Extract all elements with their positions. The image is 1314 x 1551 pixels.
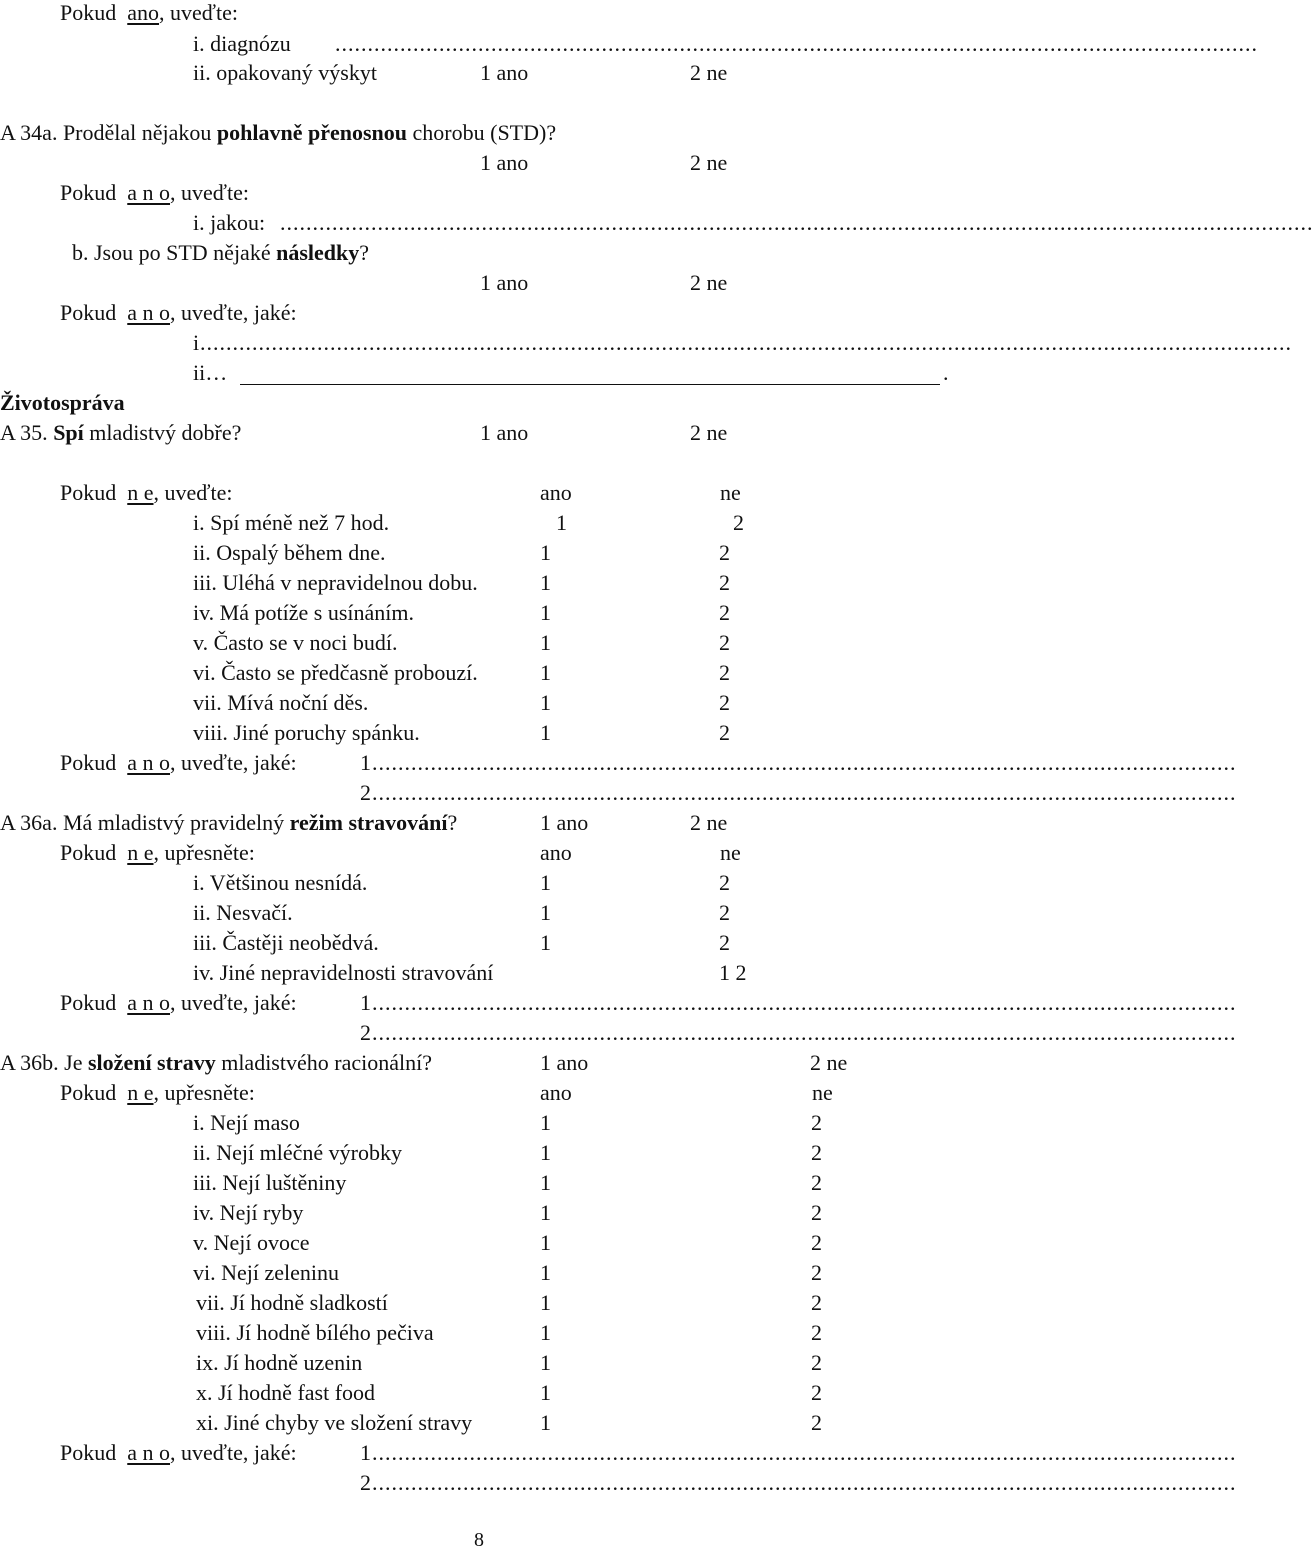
option-1[interactable]: 1: [540, 1110, 551, 1135]
list-item: iii. Častěji neobědvá.: [193, 930, 379, 955]
option-2[interactable]: 2: [719, 870, 730, 895]
option-2[interactable]: 2: [811, 1230, 822, 1255]
list-item: iv. Má potíže s usínáním.: [193, 600, 414, 625]
option-2-ne[interactable]: 2 ne: [690, 60, 728, 85]
option-2[interactable]: 2: [719, 540, 730, 565]
option-1-ano[interactable]: 1 ano: [480, 420, 529, 445]
option-2[interactable]: 2: [719, 630, 730, 655]
item-jakou: i. jakou:: [193, 210, 266, 235]
question-a36a: A 36a. Má mladistvý pravidelný režim stravování?: [0, 810, 458, 835]
pokud-ne-line: Pokud n e, uveďte:: [60, 480, 233, 505]
list-item: viii. Jiné poruchy spánku.: [193, 720, 420, 745]
column-header-ano: ano: [540, 840, 572, 865]
option-2[interactable]: 2: [811, 1170, 822, 1195]
list-item: vi. Často se předčasně probouzí.: [193, 660, 478, 685]
option-2[interactable]: 2: [733, 510, 744, 535]
fill-end-dot: .: [943, 360, 949, 385]
option-1[interactable]: 1: [540, 720, 551, 745]
option-1[interactable]: 1: [540, 1170, 551, 1195]
option-2[interactable]: 2: [811, 1380, 822, 1405]
option-2[interactable]: 2: [811, 1200, 822, 1225]
fill-number-1: 1: [360, 990, 371, 1015]
option-2-ne[interactable]: 2 ne: [690, 150, 728, 175]
pokud-ano-line: Pokud a n o, uveďte, jaké:: [60, 300, 297, 325]
fill-number-2: 2: [360, 1470, 371, 1495]
option-1[interactable]: 1: [540, 1350, 551, 1375]
option-1-ano[interactable]: 1 ano: [480, 60, 529, 85]
list-item: iii. Uléhá v nepravidelnou dobu.: [193, 570, 478, 595]
column-header-ne: ne: [720, 840, 741, 865]
pokud-ano-line: Pokud a n o, uveďte, jaké:: [60, 750, 297, 775]
item-i: i: [193, 330, 200, 355]
section-title: Životospráva: [0, 390, 125, 415]
option-1-ano[interactable]: 1 ano: [480, 150, 529, 175]
fill-number-1: 1: [360, 750, 371, 775]
option-2-ne[interactable]: 2 ne: [690, 270, 728, 295]
column-header-ne: ne: [812, 1080, 833, 1105]
option-1[interactable]: 1: [540, 630, 551, 655]
pokud-ano-line: Pokud a n o, uveďte:: [60, 180, 249, 205]
option-2-ne[interactable]: 2 ne: [690, 420, 728, 445]
item-ii: ii…: [193, 360, 228, 385]
list-item: xi. Jiné chyby ve složení stravy: [196, 1410, 473, 1435]
list-item: ii. Nesvačí.: [193, 900, 293, 925]
list-item: ii. Ospalý během dne.: [193, 540, 386, 565]
list-item: v. Často se v noci budí.: [193, 630, 398, 655]
list-item: vi. Nejí zeleninu: [193, 1260, 340, 1285]
option-1[interactable]: 1: [540, 690, 551, 715]
fill-number-2: 2: [360, 780, 371, 805]
option-2[interactable]: 2: [811, 1140, 822, 1165]
option-1[interactable]: 1: [540, 1410, 551, 1435]
option-2[interactable]: 2: [811, 1350, 822, 1375]
column-header-ano: ano: [540, 480, 572, 505]
option-2[interactable]: 2: [811, 1410, 822, 1435]
option-1[interactable]: 1: [540, 600, 551, 625]
fill-number-2: 2: [360, 1020, 371, 1045]
list-item: i. Většinou nesnídá.: [193, 870, 368, 895]
option-2-ne[interactable]: 2 ne: [810, 1050, 848, 1075]
question-a35: A 35. Spí mladistvý dobře?: [0, 420, 242, 445]
option-2[interactable]: 2: [719, 930, 730, 955]
list-item: vii. Mívá noční děs.: [193, 690, 369, 715]
fill-number-1: 1: [360, 1440, 371, 1465]
pokud-ano-line: Pokud a n o, uveďte, jaké:: [60, 990, 297, 1015]
pokud-ano-line: Pokud a n o, uveďte, jaké:: [60, 1440, 297, 1465]
option-1[interactable]: 1: [540, 540, 551, 565]
option-1[interactable]: 1: [540, 1260, 551, 1285]
question-a36b: A 36b. Je složení stravy mladistvého racionální?: [0, 1050, 432, 1075]
option-2[interactable]: 2: [719, 690, 730, 715]
option-1[interactable]: 1: [556, 510, 567, 535]
page-number: 8: [474, 1529, 484, 1551]
fill-dots[interactable]: ...............................................................................................................................................................: [280, 210, 1314, 235]
question-a34b: b. Jsou po STD nějaké následky?: [72, 240, 370, 265]
option-1-ano[interactable]: 1 ano: [480, 270, 529, 295]
fill-dots[interactable]: .....................................................................................................................................: [372, 990, 1237, 1015]
pokud-ne-line: Pokud n e, upřesněte:: [60, 840, 255, 865]
option-1[interactable]: 1: [540, 1320, 551, 1345]
option-2[interactable]: 2: [811, 1260, 822, 1285]
list-item: iv. Nejí ryby: [193, 1200, 304, 1225]
list-item: iii. Nejí luštěniny: [193, 1170, 347, 1195]
list-item: vii. Jí hodně sladkostí: [196, 1290, 388, 1315]
option-1-ano[interactable]: 1 ano: [540, 1050, 589, 1075]
option-1[interactable]: 1: [540, 930, 551, 955]
fill-dots[interactable]: .....................................................................................................................................: [372, 1440, 1237, 1465]
list-item: v. Nejí ovoce: [193, 1230, 310, 1255]
option-1[interactable]: 1: [540, 1380, 551, 1405]
column-header-ne: ne: [720, 480, 741, 505]
list-item: x. Jí hodně fast food: [196, 1380, 376, 1405]
fill-dots[interactable]: ........................................................................................................................................................................: [200, 330, 1292, 355]
pokud-ne-line: Pokud n e, upřesněte:: [60, 1080, 255, 1105]
question-a34a: A 34a. Prodělal nějakou pohlavně přenosnou chorobu (STD)?: [0, 120, 557, 145]
list-item: viii. Jí hodně bílého pečiva: [196, 1320, 434, 1345]
fill-dots[interactable]: .....................................................................................................................................: [372, 750, 1237, 775]
option-1[interactable]: 1: [540, 1200, 551, 1225]
option-1-ano[interactable]: 1 ano: [540, 810, 589, 835]
item-opakovany-vyskyt: ii. opakovaný výskyt: [193, 60, 377, 85]
option-2[interactable]: 2: [719, 600, 730, 625]
option-1[interactable]: 1: [540, 900, 551, 925]
pokud-ano-line: Pokud ano, uveďte:: [60, 0, 238, 25]
list-item: ii. Nejí mléčné výrobky: [193, 1140, 402, 1165]
option-1[interactable]: 1: [540, 660, 551, 685]
option-2[interactable]: 2: [811, 1320, 822, 1345]
option-2[interactable]: 2: [719, 570, 730, 595]
list-item: iv. Jiné nepravidelnosti stravování: [193, 960, 494, 985]
list-item: ix. Jí hodně uzenin: [196, 1350, 363, 1375]
option-1-2[interactable]: 1 2: [719, 960, 747, 985]
option-2[interactable]: 2: [811, 1290, 822, 1315]
option-2[interactable]: 2: [719, 900, 730, 925]
fill-dots[interactable]: ..............................................................................................................................................: [335, 31, 1258, 56]
option-2[interactable]: 2: [719, 660, 730, 685]
option-2-ne[interactable]: 2 ne: [690, 810, 728, 835]
fill-line[interactable]: [240, 384, 940, 385]
item-diagnoza: i. diagnózu: [193, 31, 291, 56]
option-1[interactable]: 1: [540, 570, 551, 595]
option-1[interactable]: 1: [540, 1290, 551, 1315]
option-2[interactable]: 2: [811, 1110, 822, 1135]
option-1[interactable]: 1: [540, 1230, 551, 1255]
option-1[interactable]: 1: [540, 1140, 551, 1165]
list-item: i. Nejí maso: [193, 1110, 300, 1135]
fill-dots[interactable]: .....................................................................................................................................: [372, 1470, 1237, 1495]
column-header-ano: ano: [540, 1080, 572, 1105]
option-2[interactable]: 2: [719, 720, 730, 745]
option-1[interactable]: 1: [540, 870, 551, 895]
fill-dots[interactable]: .....................................................................................................................................: [372, 1020, 1237, 1045]
list-item: i. Spí méně než 7 hod.: [193, 510, 390, 535]
fill-dots[interactable]: .....................................................................................................................................: [372, 780, 1237, 805]
